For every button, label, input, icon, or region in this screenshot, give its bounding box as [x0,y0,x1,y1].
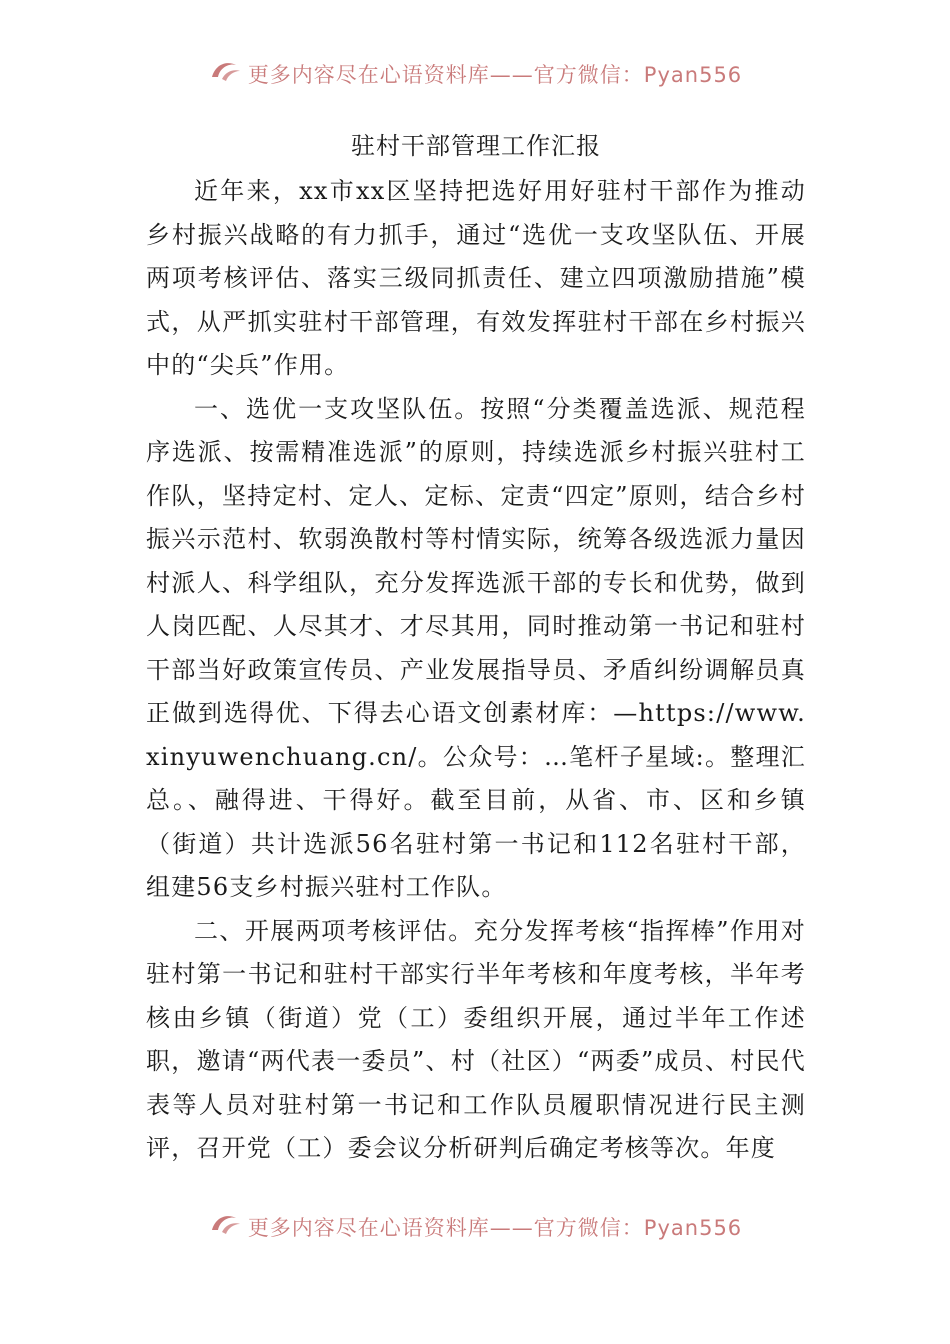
logo-icon [208,57,242,83]
logo-icon [208,1210,242,1236]
watermark-text: 更多内容尽在心语资料库——官方微信：Pyan556 [247,63,743,87]
paragraph-section-one: 一、选优一支攻坚队伍。按照“分类覆盖选派、规范程序选派、按需精准选派”的原则，持续选派乡村振兴驻村工作队，坚持定村、定人、定标、定责“四定”原则，结合乡村振兴示范村、软弱涣散村等村情实际，统筹各级选派力量因村派人、科学组队，充分发挥选派干部的专长和优势，做到人岗匹配、人尽其才、才尽其用，同时推动第一书记和驻村干部当好政策宣传员、产业发展指导员、矛盾纠纷调解员真正做到选得优、下得去心语文创素材库：—https://www.xinyuwenchuang.cn/。公众号：…笔杆子星域:。整理汇总。、融得进、干得好。截至目前，从省、市、区和乡镇（街道）共计选派56名驻村第一书记和112名驻村干部，组建56支乡村振兴驻村工作队。 [146,394,806,901]
document-body [146,126,806,1171]
footer-watermark-banner [0,1203,950,1243]
header-watermark-banner [0,50,950,90]
paragraph-intro: 近年来，xx市xx区坚持把选好用好驻村干部作为推动乡村振兴战略的有力抓手，通过“选优一支攻坚队伍、开展两项考核评估、落实三级同抓责任、建立四项激励措施”模式，从严抓实驻村干部管理，有效发挥驻村干部在乡村振兴中的“尖兵”作用。 [146,177,806,379]
document-title: 驻村干部管理工作汇报 [351,132,601,160]
watermark-text: 更多内容尽在心语资料库——官方微信：Pyan556 [247,1216,743,1240]
paragraph-section-two: 二、开展两项考核评估。充分发挥考核“指挥棒”作用对驻村第一书记和驻村干部实行半年考核和年度考核，半年考核由乡镇（街道）党（工）委组织开展，通过半年工作述职，邀请“两代表一委员”、村（社区）“两委”成员、村民代表等人员对驻村第一书记和工作队员履职情况进行民主测评，召开党（工）委会议分析研判后确定考核等次。年度 [146,916,806,1162]
